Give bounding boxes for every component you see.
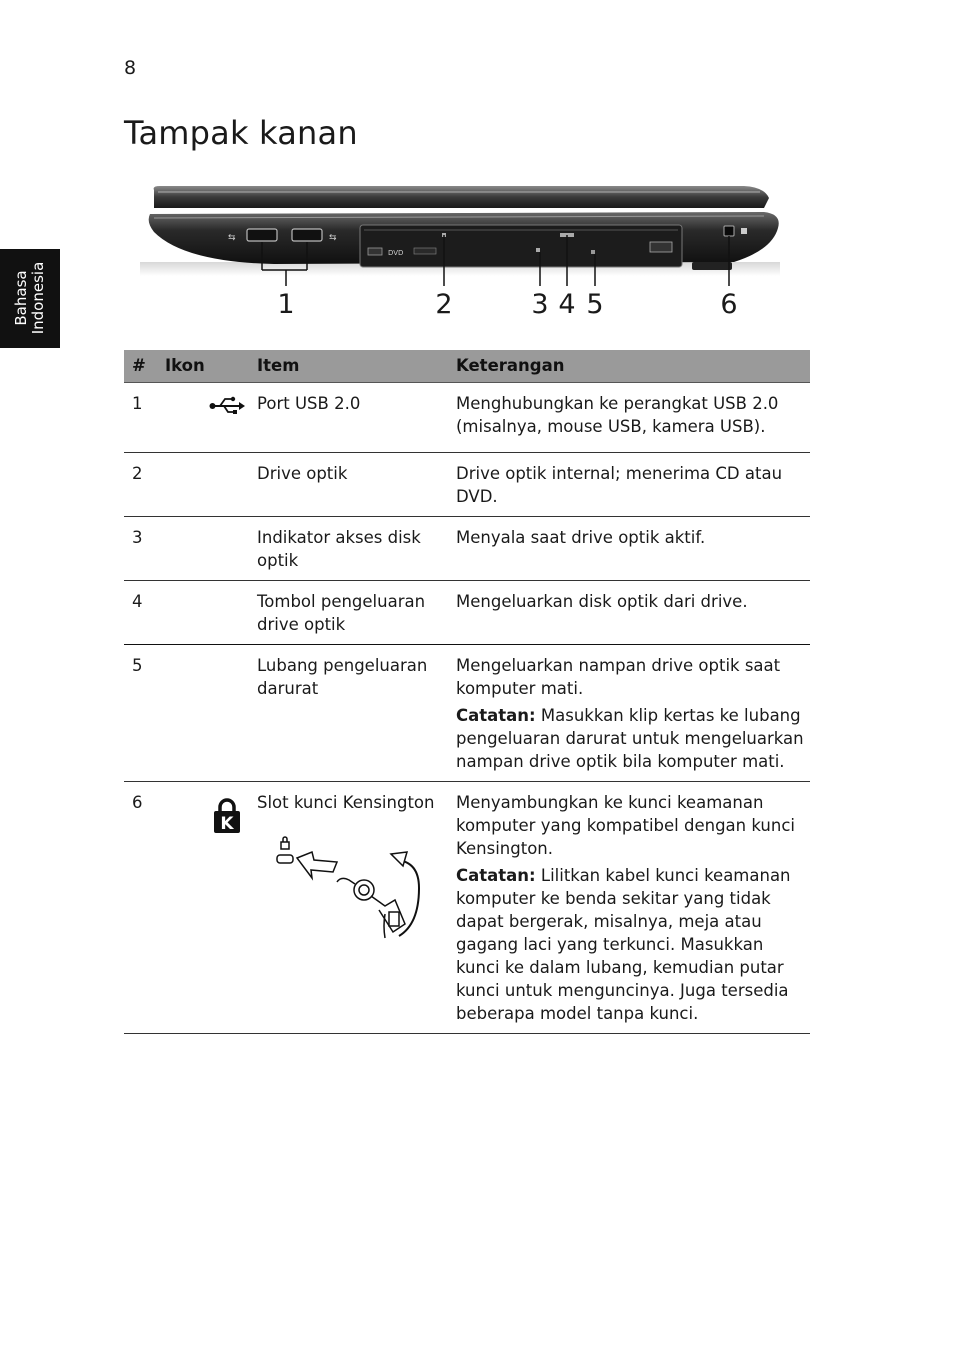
row-desc-note — [456, 864, 806, 1025]
row-icon — [157, 781, 249, 1033]
row-desc — [448, 644, 810, 781]
table-header-row — [124, 350, 810, 382]
table-row — [124, 580, 810, 644]
table-row — [124, 382, 810, 452]
row-desc-main: Mengeluarkan nampan drive optik saat komputer mati. — [456, 655, 781, 698]
callout-4: 4 — [558, 289, 576, 320]
row-num: 2 — [124, 452, 157, 516]
header-item: Item — [249, 350, 448, 382]
row-item: Tombol pengeluaran drive optik — [249, 580, 448, 644]
row-num: 5 — [124, 644, 157, 781]
dvd-logo-text: DVD — [388, 249, 404, 257]
kensington-lock-illustration — [267, 828, 427, 948]
callout-1: 1 — [277, 289, 295, 320]
page-number: 8 — [124, 57, 137, 79]
language-side-tab-text — [13, 248, 47, 348]
table-row — [124, 516, 810, 580]
header-num: # — [124, 350, 157, 382]
row-num: 1 — [124, 382, 157, 452]
row-desc — [448, 781, 810, 1033]
row-item: Drive optik — [249, 452, 448, 516]
note-label: Catatan: — [456, 865, 536, 885]
svg-text:K: K — [220, 813, 234, 834]
row-desc: Mengeluarkan disk optik dari drive. — [448, 580, 810, 644]
table-row — [124, 644, 810, 781]
row-item — [249, 781, 448, 1033]
row-icon — [157, 580, 249, 644]
row-desc-main: Menyambungkan ke kunci keamanan komputer yang kompatibel dengan kunci Kensington. — [456, 792, 795, 858]
row-num: 3 — [124, 516, 157, 580]
page-title: Tampak kanan — [124, 114, 358, 152]
row-item: Indikator akses disk optik — [249, 516, 448, 580]
row-icon — [157, 516, 249, 580]
port-spec-table — [124, 350, 810, 1034]
svg-text:⇆: ⇆ — [228, 233, 236, 243]
row-desc: Drive optik internal; menerima CD atau DVD. — [448, 452, 810, 516]
laptop-illustration — [124, 178, 810, 328]
row-desc: Menghubungkan ke perangkat USB 2.0 (misalnya, mouse USB, kamera USB). — [448, 382, 810, 452]
header-icon: Ikon — [157, 350, 249, 382]
laptop-right-side-figure — [124, 178, 810, 328]
note-label: Catatan: — [456, 705, 536, 725]
callout-5: 5 — [586, 289, 604, 320]
table-row — [124, 452, 810, 516]
row-desc: Menyala saat drive optik aktif. — [448, 516, 810, 580]
side-tab-line1: Bahasa — [12, 270, 30, 326]
side-tab-line2: Indonesia — [29, 261, 47, 335]
row-desc-note — [456, 704, 806, 773]
language-side-tab — [0, 249, 60, 348]
kensington-lock-icon — [213, 798, 241, 834]
row-num: 6 — [124, 781, 157, 1033]
svg-text:⇆: ⇆ — [329, 233, 337, 243]
row-item: Port USB 2.0 — [249, 382, 448, 452]
row-icon — [157, 644, 249, 781]
row-icon — [157, 382, 249, 452]
row-item: Lubang pengeluaran darurat — [249, 644, 448, 781]
note-text: Lilitkan kabel kunci keamanan komputer ke benda sekitar yang tidak dapat bergerak, misalnya, meja atau gagang laci yang terkunci. Masukkan kunci ke dalam lubang, kemudian putar kunci untuk menguncinya. Juga tersedia beberapa model tanpa kunci. — [456, 865, 791, 1023]
header-desc: Keterangan — [448, 350, 810, 382]
row-item-text: Slot kunci Kensington — [257, 792, 435, 812]
note-text: Masukkan klip kertas ke lubang pengeluaran darurat untuk mengeluarkan nampan drive optik bila komputer mati. — [456, 705, 804, 771]
callout-2: 2 — [435, 289, 453, 320]
callout-6: 6 — [720, 289, 738, 320]
row-num: 4 — [124, 580, 157, 644]
usb-icon — [209, 395, 245, 417]
table-row — [124, 781, 810, 1033]
row-icon — [157, 452, 249, 516]
callout-3: 3 — [531, 289, 549, 320]
